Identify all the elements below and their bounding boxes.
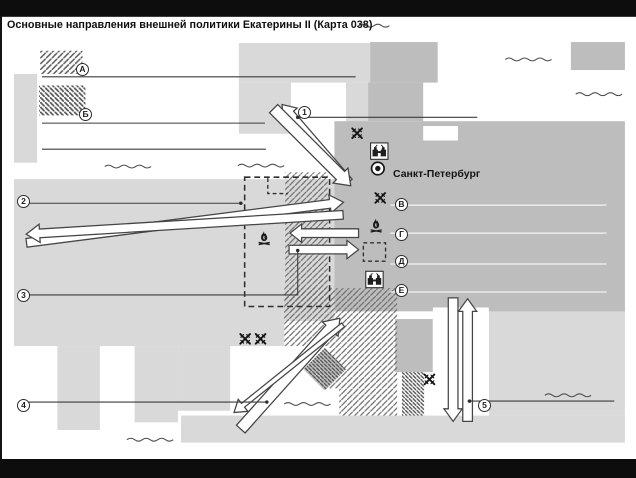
land-south-strip-2: [135, 346, 178, 422]
legend-letter-v: В: [395, 198, 408, 211]
empire-north: [370, 42, 438, 83]
city-dot-icon: [372, 162, 385, 175]
empire-northeast-island: [571, 42, 625, 70]
hatched-south-territory-3: [339, 389, 397, 416]
map-graphics: [0, 16, 636, 459]
legend-number-3: 3: [17, 289, 30, 302]
legend-letter-b: Б: [79, 108, 92, 121]
fortress-icon: [371, 143, 388, 159]
legend-letter-d: Д: [395, 255, 408, 268]
water-squiggle: [284, 403, 330, 406]
water-squiggle: [127, 438, 173, 441]
water-squiggle: [505, 58, 551, 61]
fortress-icon-legend: [366, 271, 383, 287]
empire-column: [368, 83, 423, 122]
land-west-coast: [14, 74, 37, 163]
leader-dot-4: [265, 400, 268, 403]
water-squiggle: [576, 93, 622, 96]
page-title: Основные направления внешней политики Екатерины II (Карта 038): [7, 19, 373, 31]
leader-dot-3: [296, 249, 299, 252]
land-southwest-band: [14, 319, 284, 346]
top-black-bar: [0, 0, 636, 16]
empire-south-block: [395, 319, 433, 372]
legend-number-5: 5: [478, 399, 491, 412]
city-label: Санкт-Петербург: [393, 168, 481, 180]
leader-dot-2: [239, 202, 242, 205]
water-squiggle: [105, 165, 151, 168]
dense-hatched-territory: [402, 372, 424, 415]
land-south-strip-1: [57, 346, 99, 430]
legend-letter-g: Г: [395, 228, 408, 241]
legend-sample-hatch-b: [39, 85, 85, 115]
legend-letter-e: Е: [395, 284, 408, 297]
water-squiggle: [238, 164, 284, 167]
legend-number-2: 2: [17, 195, 30, 208]
bottom-black-bar: [0, 459, 636, 478]
leader-dot-5: [468, 399, 471, 402]
lake-cutout: [423, 126, 458, 140]
legend-letter-a: А: [76, 63, 89, 76]
land-south-strip-3: [178, 346, 230, 411]
land-southeast: [489, 307, 625, 415]
hatched-south-territory-1: [284, 288, 397, 346]
legend-number-4: 4: [17, 399, 30, 412]
legend-number-1: 1: [298, 106, 311, 119]
